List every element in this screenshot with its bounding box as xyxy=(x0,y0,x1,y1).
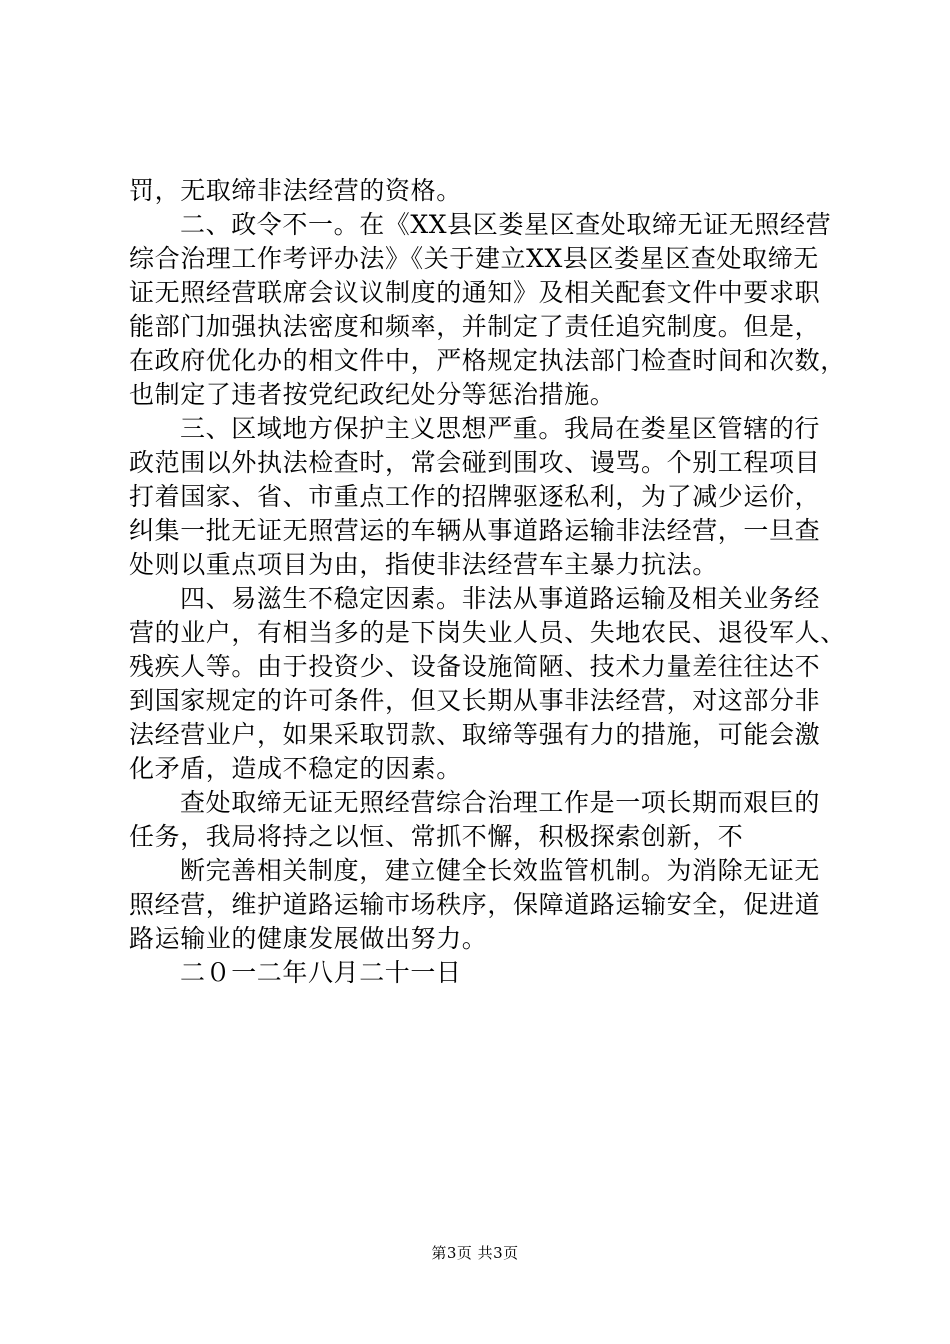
paragraph-start-line: 二、政令不一。在《XX县区娄星区查处取缔无证无照经营 xyxy=(180,210,832,239)
date-line: 二０一二年八月二十一日 xyxy=(180,958,462,987)
paragraph-start-line: 三、区域地方保护主义思想严重。我局在娄星区管辖的行 xyxy=(180,414,821,443)
text-line: 综合治理工作考评办法》《关于建立XX县区娄星区查处取缔无 xyxy=(129,244,819,273)
text-line: 化矛盾，造成不稳定的因素。 xyxy=(129,754,462,783)
text-line: 路运输业的健康发展做出努力。 xyxy=(129,924,488,953)
paragraph-start-line: 四、易滋生不稳定因素。非法从事道路运输及相关业务经 xyxy=(180,584,821,613)
paragraph-start-line: 查处取缔无证无照经营综合治理工作是一项长期而艰巨的 xyxy=(180,788,821,817)
text-line: 残疾人等。由于投资少、设备设施简陋、技术力量差往往达不 xyxy=(129,652,821,681)
text-line: 证无照经营联席会议议制度的通知》及相关配套文件中要求职 xyxy=(129,278,821,307)
text-line: 也制定了违者按党纪政纪处分等惩治措施。 xyxy=(129,380,616,409)
text-line: 打着国家、省、市重点工作的招牌驱逐私利，为了减少运价， xyxy=(129,482,821,511)
text-line: 照经营，维护道路运输市场秩序，保障道路运输安全，促进道 xyxy=(129,890,821,919)
text-line: 法经营业户，如果采取罚款、取缔等强有力的措施，可能会激 xyxy=(129,720,821,749)
text-line: 在政府优化办的相文件中，严格规定执法部门检查时间和次数， xyxy=(129,346,846,375)
text-line: 纠集一批无证无照营运的车辆从事道路运输非法经营，一旦查 xyxy=(129,516,821,545)
page-footer: 第3页 共3页 xyxy=(431,1244,519,1262)
text-line: 任务，我局将持之以恒、常抓不懈，积极探索创新，不 xyxy=(129,822,744,851)
text-line: 营的业户，有相当多的是下岗失业人员、失地农民、退役军人、 xyxy=(129,618,846,647)
text-line: 能部门加强执法密度和频率，并制定了责任追究制度。但是， xyxy=(129,312,821,341)
text-line: 政范围以外执法检查时，常会碰到围攻、谩骂。个别工程项目 xyxy=(129,448,821,477)
paragraph-start-line: 断完善相关制度，建立健全长效监管机制。为消除无证无 xyxy=(180,856,821,885)
text-line: 处则以重点项目为由，指使非法经营车主暴力抗法。 xyxy=(129,550,718,579)
text-line: 到国家规定的许可条件，但又长期从事非法经营，对这部分非 xyxy=(129,686,821,715)
text-line: 罚，无取缔非法经营的资格。 xyxy=(129,176,462,205)
